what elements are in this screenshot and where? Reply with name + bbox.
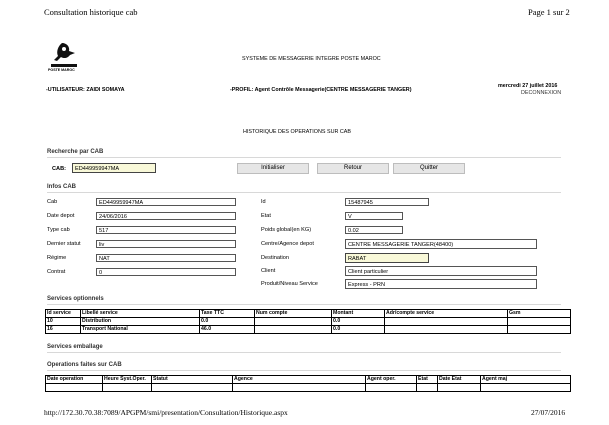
operations-divider xyxy=(47,370,561,371)
table-cell xyxy=(417,384,438,392)
centre-depot-label: Centre/Agence depot xyxy=(261,241,314,247)
contrat-label: Contrat xyxy=(47,269,66,275)
table-cell xyxy=(255,326,332,334)
destination-field[interactable]: RABAT xyxy=(345,253,429,263)
profile-info: -PROFIL: Agent Contrôle Messagerie(CENTRE MESSAGERIE TANGER) xyxy=(230,87,412,93)
logo-label: POSTE MAROC xyxy=(48,68,75,72)
table-row xyxy=(46,326,571,334)
system-title: SYSTEME DE MESSAGERIE INTEGRE POSTE MAROC xyxy=(242,56,381,62)
column-header: Montant xyxy=(332,310,385,318)
search-divider xyxy=(47,157,561,158)
print-title: Consultation historique cab xyxy=(44,7,138,17)
column-header: Date Etat xyxy=(438,376,481,384)
destination-label: Destination xyxy=(261,255,289,261)
column-header: Libellé service xyxy=(81,310,200,318)
column-header: Adr/compte service xyxy=(385,310,508,318)
column-header: Taxe TTC xyxy=(200,310,255,318)
column-header: Agent maj xyxy=(481,376,571,384)
print-date: 27/07/2016 xyxy=(531,408,566,417)
user-info: -UTILISATEUR: ZAIDI SOMAYA xyxy=(46,87,125,93)
cab-search-input[interactable]: ED449959947MA xyxy=(72,163,156,173)
column-header: Id service xyxy=(46,310,81,318)
table-cell xyxy=(233,384,366,392)
logout-link[interactable]: DECONNEXION xyxy=(521,90,562,96)
date-depot-field[interactable]: 24/06/2016 xyxy=(96,212,236,220)
poste-maroc-logo xyxy=(48,40,80,74)
type-cab-field[interactable]: 517 xyxy=(96,226,236,234)
table-cell: 0.0 xyxy=(332,326,385,334)
table-row xyxy=(46,384,571,392)
table-cell xyxy=(508,326,571,334)
operations-table xyxy=(45,375,571,392)
column-header: Etat xyxy=(417,376,438,384)
column-header: Agent oper. xyxy=(366,376,417,384)
cab-field[interactable]: ED449959947MA xyxy=(96,198,236,206)
type-cab-label: Type cab xyxy=(47,227,70,233)
services-section-title: Services optionnels xyxy=(47,296,104,302)
search-section-title: Recherche par CAB xyxy=(47,149,104,155)
column-header: Heure Syst.Oper. xyxy=(103,376,152,384)
quit-button[interactable]: Quitter xyxy=(393,163,465,174)
column-header: Gsm xyxy=(508,310,571,318)
produit-select[interactable]: Express - PRN xyxy=(345,279,537,289)
current-date: mercredi 27 juillet 2016 xyxy=(498,83,558,89)
page-title: HISTORIQUE DES OPERATIONS SUR CAB xyxy=(243,129,351,135)
services-header-row xyxy=(46,310,571,318)
poids-field[interactable]: 0.02 xyxy=(345,226,403,234)
infos-divider xyxy=(47,192,561,193)
cab-label: Cab xyxy=(47,199,58,205)
table-cell xyxy=(438,384,481,392)
table-cell xyxy=(481,384,571,392)
table-cell xyxy=(46,384,103,392)
regime-label: Régime xyxy=(47,255,67,261)
id-label: Id xyxy=(261,199,266,205)
operations-header-row xyxy=(46,376,571,384)
table-row xyxy=(46,318,571,326)
table-cell: Distribution xyxy=(81,318,200,326)
column-header: Date operation xyxy=(46,376,103,384)
centre-depot-select[interactable]: CENTRE MESSAGERIE TANGER(48400) xyxy=(345,239,537,249)
emballage-divider xyxy=(47,352,561,353)
contrat-field[interactable]: 0 xyxy=(96,268,236,276)
etat-label: Etat xyxy=(261,213,271,219)
table-cell xyxy=(385,326,508,334)
table-cell: Transport National xyxy=(81,326,200,334)
table-cell: 0.0 xyxy=(332,318,385,326)
table-cell xyxy=(152,384,233,392)
produit-label: Produit/Niveau Service xyxy=(261,281,318,287)
table-cell xyxy=(385,318,508,326)
reset-button[interactable]: Initialiser xyxy=(237,163,309,174)
table-cell xyxy=(366,384,417,392)
id-field[interactable]: 15487945 xyxy=(345,198,429,206)
poids-label: Poids global(en KG) xyxy=(261,227,312,233)
client-label: Client xyxy=(261,268,276,274)
cab-search-label: CAB: xyxy=(52,166,66,172)
table-cell: 16 xyxy=(46,326,81,334)
table-cell: 10 xyxy=(46,318,81,326)
dernier-statut-field[interactable]: liv xyxy=(96,240,236,248)
print-url: http://172.30.70.38:7089/APGPM/smi/presentation/Consultation/Historique.aspx xyxy=(44,408,288,417)
column-header: Agence xyxy=(233,376,366,384)
table-cell: 46.0 xyxy=(200,326,255,334)
table-cell xyxy=(508,318,571,326)
emballage-section-title: Services emballage xyxy=(47,344,103,350)
table-cell xyxy=(255,318,332,326)
print-page-number: Page 1 sur 2 xyxy=(528,7,570,17)
column-header: Num compte xyxy=(255,310,332,318)
infos-section-title: Infos CAB xyxy=(47,184,76,190)
services-divider xyxy=(47,304,561,305)
column-header: Statut xyxy=(152,376,233,384)
table-cell xyxy=(103,384,152,392)
operations-section-title: Operations faites sur CAB xyxy=(47,362,122,368)
back-button[interactable]: Retour xyxy=(317,163,389,174)
services-table xyxy=(45,309,571,334)
date-depot-label: Date depot xyxy=(47,213,75,219)
client-select[interactable]: Client particulier xyxy=(345,266,537,276)
regime-field[interactable]: NAT xyxy=(96,254,236,262)
table-cell: 0.0 xyxy=(200,318,255,326)
etat-field[interactable]: V xyxy=(345,212,403,220)
dernier-statut-label: Dernier statut xyxy=(47,241,81,247)
